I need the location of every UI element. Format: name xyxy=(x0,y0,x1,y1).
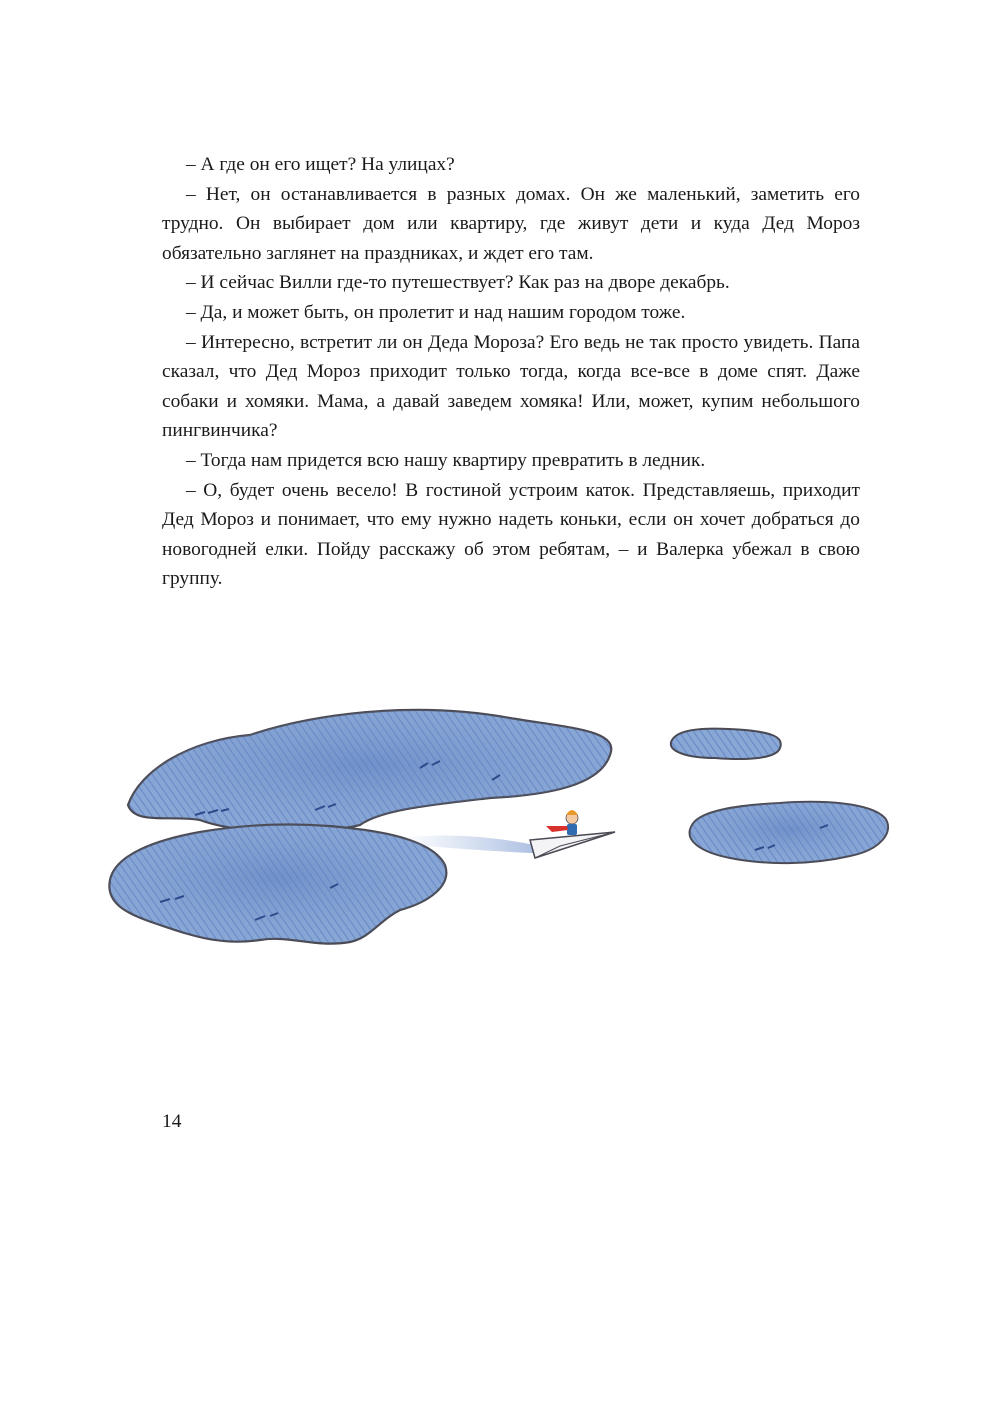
cloud-icon xyxy=(109,825,446,944)
paragraph: – Да, и может быть, он пролетит и над нашим городом тоже. xyxy=(186,301,686,323)
text-block xyxy=(162,150,860,594)
cloud-icon xyxy=(671,729,781,759)
paragraph: – Тогда нам придется всю нашу квартиру превратить в ледник. xyxy=(186,449,706,471)
paragraph: – Нет, он останавливается в разных домах. Он же маленький, заметить его трудно. Он выбирает дом или квартиру, где живут дети и куда Дед Мороз обязательно заглянет на праздниках, и ждет его там. xyxy=(162,183,860,264)
illustration-clouds-airplane xyxy=(80,620,920,1020)
cloud-icon xyxy=(690,802,888,863)
page-number: 14 xyxy=(162,1111,182,1132)
paragraph: – И сейчас Вилли где-то путешествует? Как раз на дворе декабрь. xyxy=(186,272,730,294)
paper-airplane-icon xyxy=(530,832,615,858)
paragraph: – А где он его ищет? На улицах? xyxy=(186,154,455,175)
paragraph: – О, будет очень весело! В гостиной устроим каток. Представляешь, приходит Дед Мороз и понимает, что ему нужно надеть коньки, если он хочет добраться до новогодней елки. Пойду расскажу об этом ребятам, – и Валерка убежал в свою группу. xyxy=(162,479,860,590)
paragraph: – Интересно, встретит ли он Деда Мороза? Его ведь не так просто увидеть. Папа сказал, что Дед Мороз приходит только тогда, когда все-все в доме спят. Даже собаки и хомяки. Мама, а давай заведем хомяка! Или, может, купим небольшого пингвинчика? xyxy=(162,331,860,442)
boy-figure-icon xyxy=(546,810,578,835)
cloud-icon xyxy=(128,710,611,832)
